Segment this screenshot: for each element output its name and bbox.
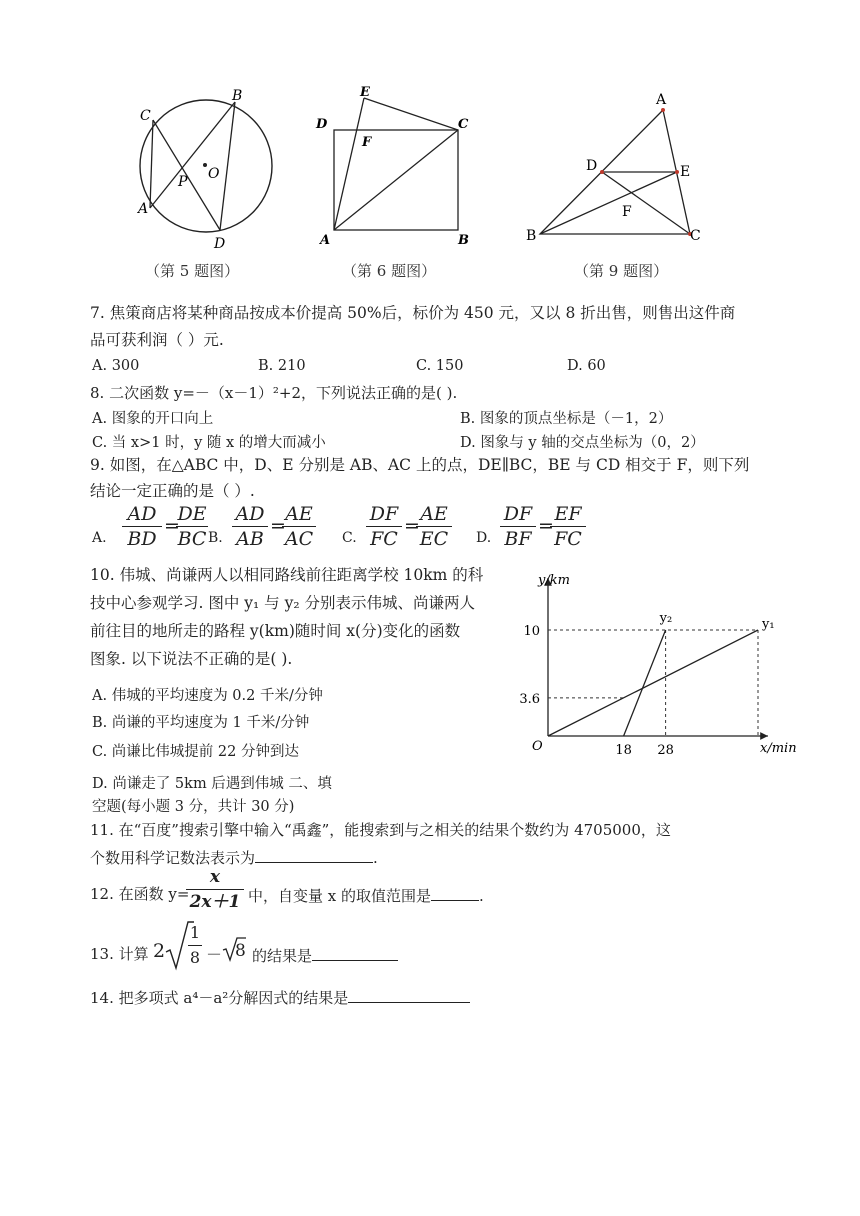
denominator: 2x＋1 xyxy=(189,892,241,912)
label-b: B xyxy=(458,233,469,248)
segment-bd xyxy=(220,102,235,230)
series-line-y2 xyxy=(624,630,666,736)
fraction-bar xyxy=(366,526,402,527)
q7-option-d: D. 60 xyxy=(567,358,606,374)
numerator: x xyxy=(209,867,221,887)
figure-9-triangle xyxy=(522,88,722,254)
fraction-bar xyxy=(122,526,162,527)
label-d: D xyxy=(214,236,226,252)
dot-d xyxy=(600,170,604,174)
equals-sign: = xyxy=(164,515,180,537)
q10-distance-time-graph xyxy=(518,568,808,768)
series-lines xyxy=(548,630,758,736)
figure-5-caption: （第 5 题图） xyxy=(145,262,240,280)
q13-minus: － xyxy=(206,945,223,964)
numerator: DF xyxy=(369,503,399,525)
q9-c-left-fraction xyxy=(366,503,402,550)
x-axis-label: x/min xyxy=(760,741,797,756)
period: . xyxy=(373,849,378,867)
q10-option-a: A. 伟城的平均速度为 0.2 千米/分钟 xyxy=(92,688,323,704)
denominator: FC xyxy=(370,528,398,550)
q9-a-left-fraction xyxy=(122,503,162,550)
segment-ac xyxy=(334,130,458,230)
series-y1-label: y₁ xyxy=(762,617,775,632)
q13-radicand-2: 8 xyxy=(235,941,246,961)
q14-line xyxy=(90,986,470,1008)
section-2-heading: 空题(每小题 3 分，共计 30 分) xyxy=(92,799,295,815)
origin-label: O xyxy=(532,739,543,754)
series-y2-label: y₂ xyxy=(659,611,673,626)
q10-option-d: D. 尚谦走了 5km 后遇到伟城 二、填 xyxy=(92,776,332,792)
period: . xyxy=(479,887,484,905)
fraction-bar xyxy=(188,945,202,946)
numerator: EF xyxy=(554,503,582,525)
q11-line-2-text: 个数用科学记数法表示为 xyxy=(90,849,256,867)
q11-line-2 xyxy=(90,846,378,868)
segment-be xyxy=(540,172,677,234)
y-axis-label: y/km xyxy=(538,573,570,588)
denominator: BC xyxy=(177,528,207,550)
denominator: 8 xyxy=(189,948,201,967)
label-c: C xyxy=(140,108,151,124)
label-c: C xyxy=(690,228,701,244)
label-a: A xyxy=(138,201,149,217)
q9-option-a-label: A. xyxy=(92,530,107,546)
label-c: C xyxy=(458,117,469,132)
segment-ab xyxy=(150,102,235,208)
q9-option-c-label: C. xyxy=(342,530,357,546)
label-e: E xyxy=(680,164,691,180)
q8-stem: 8. 二次函数 y=－（x－1）²+2，下列说法正确的是( ). xyxy=(90,384,458,402)
q7-option-c: C. 150 xyxy=(416,358,464,374)
answer-blank[interactable] xyxy=(255,846,373,863)
q7-option-b: B. 210 xyxy=(258,358,306,374)
denominator: AB xyxy=(236,528,264,550)
numerator: DF xyxy=(503,503,533,525)
q7-option-a: A. 300 xyxy=(92,358,140,374)
q9-option-b-label: B. xyxy=(208,530,223,546)
denominator: AC xyxy=(284,528,314,550)
equals-sign: = xyxy=(538,515,554,537)
fraction-bar xyxy=(550,526,586,527)
y-tick-3-6: 3.6 xyxy=(519,691,540,707)
numerator: AE xyxy=(420,503,448,525)
q11-line-1: 11. 在“百度”搜索引擎中输入“禹鑫”，能搜索到与之相关的结果个数约为 4705000，这 xyxy=(90,821,671,839)
q7-line-1: 7. 焦策商店将某种商品按成本价提高 50%后，标价为 450 元，又以 8 折出售，则售出这件商 xyxy=(90,304,736,322)
denominator: EC xyxy=(419,528,449,550)
fraction-bar xyxy=(186,889,244,890)
q13-prefix: 13. 计算 xyxy=(90,945,149,963)
label-f: F xyxy=(622,204,632,220)
q12-suffix xyxy=(248,884,484,906)
x-tick-28: 28 xyxy=(657,743,674,758)
q12-prefix: 12. 在函数 y= xyxy=(90,885,190,903)
label-p: P xyxy=(178,174,188,190)
q14-text: 14. 把多项式 a⁴－a²分解因式的结果是 xyxy=(90,989,349,1007)
segment-ca xyxy=(150,120,153,208)
q9-b-left-fraction xyxy=(232,503,268,550)
q8-option-b: B. 图象的顶点坐标是（－1，2） xyxy=(460,411,673,427)
q13-suffix-text: 的结果是 xyxy=(252,947,313,965)
q8-option-a: A. 图象的开口向上 xyxy=(92,411,214,427)
label-f: F xyxy=(362,135,372,150)
q9-d-left-fraction xyxy=(500,503,536,550)
q12-suffix-text: 中，自变量 x 的取值范围是 xyxy=(248,887,431,905)
label-a: A xyxy=(320,233,331,248)
series-line-y1 xyxy=(548,630,758,736)
q9-line-1: 9. 如图，在△ABC 中，D、E 分别是 AB、AC 上的点，DE∥BC，BE 与 CD 相交于 F，则下列 xyxy=(90,456,750,474)
answer-blank[interactable] xyxy=(431,884,479,901)
numerator: DE xyxy=(177,503,207,525)
q9-option-d-label: D. xyxy=(476,530,492,546)
figure-9-caption: （第 9 题图） xyxy=(574,262,669,280)
denominator: FC xyxy=(554,528,582,550)
q13-radicand-fraction xyxy=(188,922,202,969)
fraction-bar xyxy=(416,526,452,527)
label-d: D xyxy=(586,158,598,174)
q10-line-2: 技中心参观学习. 图中 y₁ 与 y₂ 分别表示伟城、尚谦两人 xyxy=(90,594,476,612)
label-d: D xyxy=(316,117,328,132)
q8-option-c: C. 当 x>1 时，y 随 x 的增大而减小 xyxy=(92,435,326,451)
q7-line-2: 品可获利润（ ）元. xyxy=(90,331,224,349)
dot-a xyxy=(661,108,665,112)
q9-line-2: 结论一定正确的是（ ）. xyxy=(90,482,255,500)
q10-line-3: 前往目的地所走的路程 y(km)随时间 x(分)变化的函数 xyxy=(90,622,461,640)
q10-line-1: 10. 伟城、尚谦两人以相同路线前往距离学校 10km 的科 xyxy=(90,566,484,584)
fraction-bar xyxy=(282,526,316,527)
numerator: AD xyxy=(127,503,157,525)
q9-d-right-fraction xyxy=(550,503,586,550)
q9-a-right-fraction xyxy=(176,503,208,550)
label-o: O xyxy=(208,166,220,182)
q10-line-4: 图象. 以下说法不正确的是( ). xyxy=(90,650,293,668)
center-dot-o xyxy=(203,163,207,167)
segment-dc xyxy=(602,172,690,234)
label-b: B xyxy=(526,228,537,244)
q13-coefficient: 2 xyxy=(153,940,166,962)
denominator: BF xyxy=(504,528,532,550)
numerator: AE xyxy=(285,503,313,525)
fraction-bar xyxy=(232,526,268,527)
x-tick-18: 18 xyxy=(615,743,632,758)
numerator: 1 xyxy=(189,923,201,942)
fraction-bar xyxy=(500,526,536,527)
q9-b-right-fraction xyxy=(282,503,316,550)
answer-blank[interactable] xyxy=(312,944,398,961)
label-b: B xyxy=(232,88,243,104)
fraction-bar xyxy=(176,526,208,527)
q13-suffix xyxy=(252,944,398,966)
equals-sign: = xyxy=(404,515,420,537)
denominator: BD xyxy=(127,528,157,550)
figure-6-caption: （第 6 题图） xyxy=(342,262,437,280)
q10-option-b: B. 尚谦的平均速度为 1 千米/分钟 xyxy=(92,715,310,731)
q9-c-right-fraction xyxy=(416,503,452,550)
segment-ec xyxy=(364,98,458,130)
equals-sign: = xyxy=(270,515,286,537)
answer-blank[interactable] xyxy=(348,986,470,1003)
y-tick-10: 10 xyxy=(523,624,540,639)
numerator: AD xyxy=(235,503,265,525)
q12-fraction xyxy=(186,866,244,913)
figure-6-square xyxy=(312,82,482,254)
q8-option-d: D. 图象与 y 轴的交点坐标为（0，2） xyxy=(460,435,705,451)
q10-option-c: C. 尚谦比伟城提前 22 分钟到达 xyxy=(92,744,299,760)
label-a: A xyxy=(656,92,667,108)
dot-e xyxy=(675,170,679,174)
label-e: E xyxy=(360,85,370,100)
figure-5-circle xyxy=(128,82,288,254)
